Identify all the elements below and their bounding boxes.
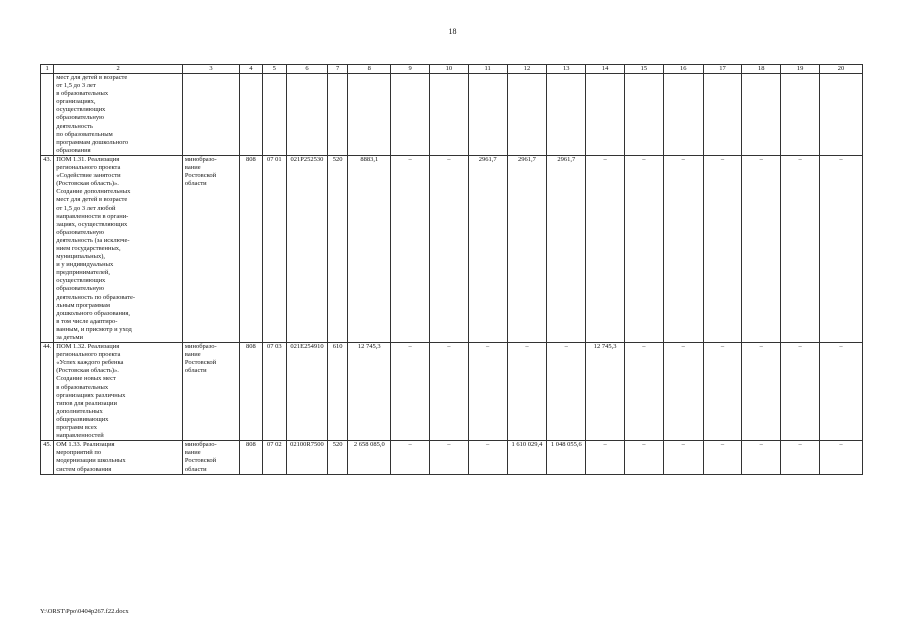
column-number-20: 20: [819, 65, 862, 74]
year-amount: 12 745,3: [586, 343, 625, 441]
year-amount: [547, 74, 586, 156]
year-amount: –: [663, 155, 703, 342]
measure-name: мест для детей в возрасте от 1,5 до 3 лет в образовательных организациях, осуществляющих образовательную деятельность по образовательным программам дошкольного образования: [54, 74, 183, 156]
year-amount: –: [819, 343, 862, 441]
column-number-15: 15: [624, 65, 663, 74]
budget-table: [40, 64, 863, 475]
file-path-footer: Y:\ORST\Ppo\0404p267.f22.docx: [40, 608, 129, 615]
year-amount: –: [742, 441, 781, 474]
column-number-8: 8: [348, 65, 391, 74]
year-amount: –: [429, 441, 468, 474]
column-number-11: 11: [468, 65, 507, 74]
table-row: [41, 343, 863, 441]
table-row: [41, 155, 863, 342]
year-amount: –: [624, 155, 663, 342]
year-amount: –: [468, 343, 507, 441]
year-amount: –: [468, 441, 507, 474]
year-amount: [703, 74, 742, 156]
year-amount: 2961,7: [468, 155, 507, 342]
year-amount: –: [624, 441, 663, 474]
column-number-2: 2: [54, 65, 183, 74]
year-amount: [819, 74, 862, 156]
row-number: 44.: [41, 343, 54, 441]
year-amount: –: [742, 155, 781, 342]
column-number-16: 16: [663, 65, 703, 74]
year-amount: [429, 74, 468, 156]
year-amount: –: [391, 155, 430, 342]
section-code: [262, 74, 287, 156]
executor: минобразо- вание Ростовской области: [182, 343, 239, 441]
expense-type-code: 610: [327, 343, 347, 441]
total-amount: 2 658 085,0: [348, 441, 391, 474]
expense-type-code: 520: [327, 441, 347, 474]
executor: минобразо- вание Ростовской области: [182, 155, 239, 342]
page-number: 18: [448, 27, 457, 36]
measure-name: ОМ 1.33. Реализация мероприятий по модернизации школьных систем образования: [54, 441, 183, 474]
year-amount: –: [742, 343, 781, 441]
measure-name: ПОМ 1.31. Реализация регионального проекта «Содействие занятости (Ростовская область)». Создание дополнительных мест для детей в возрасте от 1,5 до 3 лет любой направленности в органи- зациях, осуществляющих образовательную деятельность (за исключе- нием государственных, муниципальных), и у индивидуальных предпринимателей, осуществляющих образовательную деятельность по образовате- льным программам дошкольного образования, в том числе адаптиро- ванным, и присмотр и уход за детьми: [54, 155, 183, 342]
year-amount: [586, 74, 625, 156]
year-amount: –: [819, 155, 862, 342]
gov-code: 808: [240, 155, 262, 342]
year-amount: 1 048 055,6: [547, 441, 586, 474]
year-amount: [663, 74, 703, 156]
year-amount: –: [429, 343, 468, 441]
column-number-row: [41, 65, 863, 74]
executor: [182, 74, 239, 156]
year-amount: –: [507, 343, 547, 441]
row-number: 43.: [41, 155, 54, 342]
total-amount: 12 745,3: [348, 343, 391, 441]
column-number-17: 17: [703, 65, 742, 74]
year-amount: 2961,7: [507, 155, 547, 342]
year-amount: [468, 74, 507, 156]
column-number-13: 13: [547, 65, 586, 74]
executor: минобразо- вание Ростовской области: [182, 441, 239, 474]
column-number-5: 5: [262, 65, 287, 74]
year-amount: [507, 74, 547, 156]
column-number-1: 1: [41, 65, 54, 74]
year-amount: –: [663, 343, 703, 441]
expense-type-code: 520: [327, 155, 347, 342]
year-amount: –: [703, 441, 742, 474]
year-amount: –: [391, 343, 430, 441]
year-amount: –: [586, 155, 625, 342]
column-number-19: 19: [781, 65, 820, 74]
column-number-12: 12: [507, 65, 547, 74]
gov-code: 808: [240, 441, 262, 474]
column-number-18: 18: [742, 65, 781, 74]
year-amount: –: [819, 441, 862, 474]
gov-code: 808: [240, 343, 262, 441]
year-amount: [391, 74, 430, 156]
row-number: [41, 74, 54, 156]
year-amount: –: [586, 441, 625, 474]
total-amount: [348, 74, 391, 156]
section-code: 07 01: [262, 155, 287, 342]
measure-name: ПОМ 1.32. Реализация регионального проекта «Успех каждого ребенка (Ростовская область)». Создание новых мест в образовательных организациях различных типов для реализации дополнительных общеразвивающих программ всех направленностей: [54, 343, 183, 441]
column-number-3: 3: [182, 65, 239, 74]
year-amount: –: [624, 343, 663, 441]
column-number-4: 4: [240, 65, 262, 74]
year-amount: –: [391, 441, 430, 474]
target-article-code: 021P252530: [287, 155, 328, 342]
year-amount: –: [703, 343, 742, 441]
table-row: [41, 74, 863, 156]
year-amount: [781, 74, 820, 156]
column-number-6: 6: [287, 65, 328, 74]
year-amount: –: [781, 155, 820, 342]
year-amount: 1 610 029,4: [507, 441, 547, 474]
target-article-code: 02100R7500: [287, 441, 328, 474]
table-body: [41, 65, 863, 475]
column-number-7: 7: [327, 65, 347, 74]
table-row: [41, 441, 863, 474]
section-code: 07 02: [262, 441, 287, 474]
section-code: 07 03: [262, 343, 287, 441]
row-number: 45.: [41, 441, 54, 474]
expense-type-code: [327, 74, 347, 156]
year-amount: –: [703, 155, 742, 342]
target-article-code: 021E254910: [287, 343, 328, 441]
gov-code: [240, 74, 262, 156]
year-amount: –: [429, 155, 468, 342]
target-article-code: [287, 74, 328, 156]
year-amount: 2961,7: [547, 155, 586, 342]
year-amount: [742, 74, 781, 156]
year-amount: –: [663, 441, 703, 474]
year-amount: –: [547, 343, 586, 441]
year-amount: –: [781, 441, 820, 474]
year-amount: –: [781, 343, 820, 441]
column-number-10: 10: [429, 65, 468, 74]
column-number-9: 9: [391, 65, 430, 74]
column-number-14: 14: [586, 65, 625, 74]
year-amount: [624, 74, 663, 156]
total-amount: 8883,1: [348, 155, 391, 342]
